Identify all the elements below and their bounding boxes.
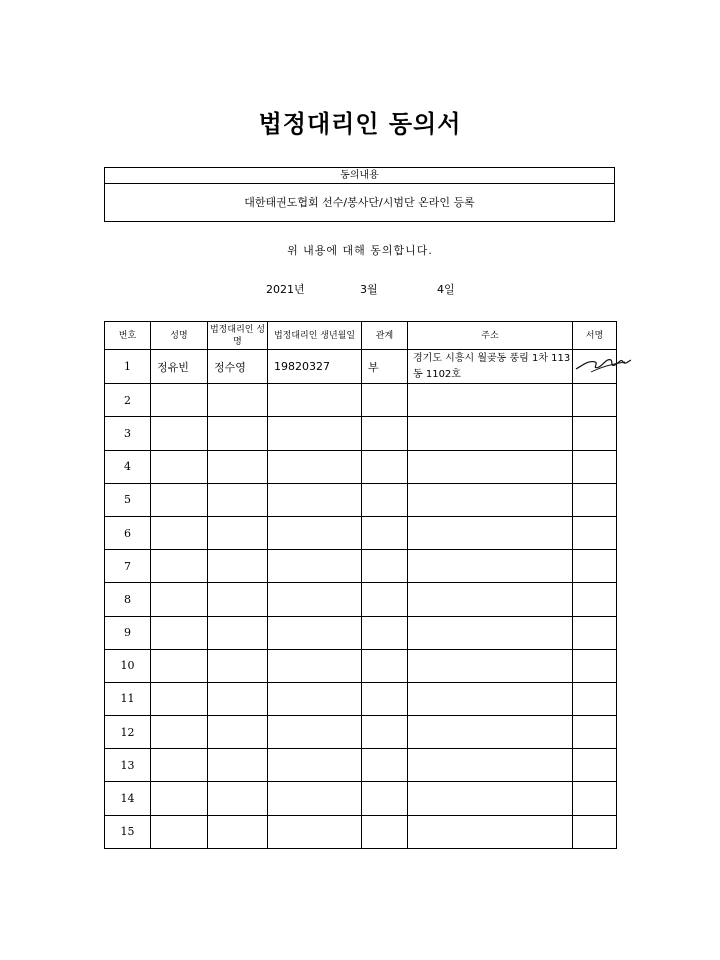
cell-signature	[573, 682, 617, 715]
row-number: 7	[105, 550, 151, 583]
consent-box	[104, 167, 615, 222]
cell-signature	[573, 716, 617, 749]
row-number: 13	[105, 749, 151, 782]
cell-name	[151, 749, 208, 782]
row-number: 14	[105, 782, 151, 815]
guardian-table	[104, 321, 617, 849]
table-row	[105, 350, 617, 384]
table-row	[105, 815, 617, 848]
cell-guardian-name	[208, 450, 268, 483]
table-row	[105, 450, 617, 483]
cell-guardian-birth	[268, 417, 362, 450]
cell-relation	[362, 716, 408, 749]
cell-guardian-name	[208, 516, 268, 549]
cell-relation	[362, 450, 408, 483]
header-address: 주소	[408, 322, 573, 350]
cell-relation: 부	[362, 350, 408, 384]
cell-address	[408, 749, 573, 782]
cell-signature	[573, 616, 617, 649]
header-guardian-birth: 법정대리인 생년월일	[268, 322, 362, 350]
cell-name	[151, 384, 208, 417]
cell-guardian-name: 정수영	[208, 350, 268, 384]
table-row	[105, 716, 617, 749]
cell-relation	[362, 550, 408, 583]
row-number: 10	[105, 649, 151, 682]
cell-name	[151, 583, 208, 616]
cell-address	[408, 716, 573, 749]
date-day: 4일	[437, 283, 455, 296]
cell-guardian-birth: 19820327	[268, 350, 362, 384]
cell-relation	[362, 516, 408, 549]
cell-address	[408, 550, 573, 583]
cell-name	[151, 815, 208, 848]
row-number: 5	[105, 483, 151, 516]
signature-mark	[573, 350, 633, 376]
cell-name	[151, 682, 208, 715]
row-number: 9	[105, 616, 151, 649]
row-number: 6	[105, 516, 151, 549]
table-body	[105, 350, 617, 849]
cell-relation	[362, 649, 408, 682]
table-row	[105, 649, 617, 682]
cell-guardian-name	[208, 616, 268, 649]
cell-guardian-birth	[268, 815, 362, 848]
cell-relation	[362, 417, 408, 450]
cell-guardian-name	[208, 583, 268, 616]
cell-name	[151, 716, 208, 749]
cell-address	[408, 417, 573, 450]
cell-guardian-name	[208, 749, 268, 782]
cell-relation	[362, 583, 408, 616]
cell-guardian-name	[208, 550, 268, 583]
cell-signature	[573, 583, 617, 616]
cell-guardian-birth	[268, 782, 362, 815]
cell-relation	[362, 682, 408, 715]
table-row	[105, 583, 617, 616]
cell-signature	[573, 516, 617, 549]
cell-name	[151, 450, 208, 483]
cell-guardian-birth	[268, 516, 362, 549]
cell-address	[408, 649, 573, 682]
table-row	[105, 417, 617, 450]
cell-name	[151, 516, 208, 549]
header-signature: 서명	[573, 322, 617, 350]
cell-name	[151, 417, 208, 450]
cell-signature	[573, 649, 617, 682]
cell-guardian-name	[208, 682, 268, 715]
table-row	[105, 550, 617, 583]
cell-guardian-name	[208, 716, 268, 749]
consent-header: 동의내용	[105, 168, 614, 184]
cell-guardian-birth	[268, 749, 362, 782]
row-number: 15	[105, 815, 151, 848]
cell-guardian-birth	[268, 583, 362, 616]
cell-signature	[573, 815, 617, 848]
cell-guardian-birth	[268, 483, 362, 516]
cell-guardian-name	[208, 782, 268, 815]
cell-relation	[362, 483, 408, 516]
table-header-row	[105, 322, 617, 350]
cell-guardian-name	[208, 417, 268, 450]
page-title: 법정대리인 동의서	[258, 110, 462, 138]
header-name: 성명	[151, 322, 208, 350]
row-number: 8	[105, 583, 151, 616]
row-number: 11	[105, 682, 151, 715]
cell-name	[151, 616, 208, 649]
cell-address	[408, 782, 573, 815]
cell-name	[151, 649, 208, 682]
header-relation: 관계	[362, 322, 408, 350]
row-number: 12	[105, 716, 151, 749]
cell-signature	[573, 350, 617, 384]
cell-address	[408, 616, 573, 649]
cell-guardian-birth	[268, 550, 362, 583]
row-number: 2	[105, 384, 151, 417]
consent-content: 대한태권도협회 선수/봉사단/시범단 온라인 등록	[244, 196, 475, 209]
cell-address	[408, 815, 573, 848]
cell-address	[408, 583, 573, 616]
cell-address: 경기도 시흥시 월곶동 풍림 1차 113동 1102호	[408, 350, 573, 384]
table-row	[105, 616, 617, 649]
row-number: 1	[105, 350, 151, 384]
cell-address	[408, 384, 573, 417]
cell-signature	[573, 417, 617, 450]
cell-address	[408, 483, 573, 516]
table-row	[105, 682, 617, 715]
cell-address	[408, 450, 573, 483]
cell-signature	[573, 450, 617, 483]
cell-relation	[362, 616, 408, 649]
cell-address	[408, 516, 573, 549]
table-row	[105, 782, 617, 815]
cell-name: 정유빈	[151, 350, 208, 384]
date-month: 3월	[360, 283, 378, 296]
cell-guardian-birth	[268, 450, 362, 483]
row-number: 3	[105, 417, 151, 450]
cell-guardian-birth	[268, 649, 362, 682]
cell-guardian-name	[208, 649, 268, 682]
cell-guardian-birth	[268, 716, 362, 749]
cell-address	[408, 682, 573, 715]
cell-guardian-birth	[268, 384, 362, 417]
table-row	[105, 516, 617, 549]
row-number: 4	[105, 450, 151, 483]
cell-guardian-name	[208, 815, 268, 848]
cell-name	[151, 550, 208, 583]
table-row	[105, 483, 617, 516]
cell-signature	[573, 384, 617, 417]
cell-signature	[573, 782, 617, 815]
cell-relation	[362, 749, 408, 782]
table-row	[105, 384, 617, 417]
cell-relation	[362, 384, 408, 417]
cell-guardian-name	[208, 483, 268, 516]
agreement-statement: 위 내용에 대해 동의합니다.	[287, 244, 433, 257]
table-row	[105, 749, 617, 782]
cell-guardian-birth	[268, 682, 362, 715]
header-guardian-name: 법정대리인 성명	[208, 322, 268, 350]
cell-name	[151, 483, 208, 516]
cell-name	[151, 782, 208, 815]
cell-signature	[573, 749, 617, 782]
date-year: 2021년	[266, 283, 305, 296]
cell-guardian-birth	[268, 616, 362, 649]
cell-relation	[362, 815, 408, 848]
cell-signature	[573, 483, 617, 516]
header-no: 번호	[105, 322, 151, 350]
cell-relation	[362, 782, 408, 815]
cell-guardian-name	[208, 384, 268, 417]
cell-signature	[573, 550, 617, 583]
